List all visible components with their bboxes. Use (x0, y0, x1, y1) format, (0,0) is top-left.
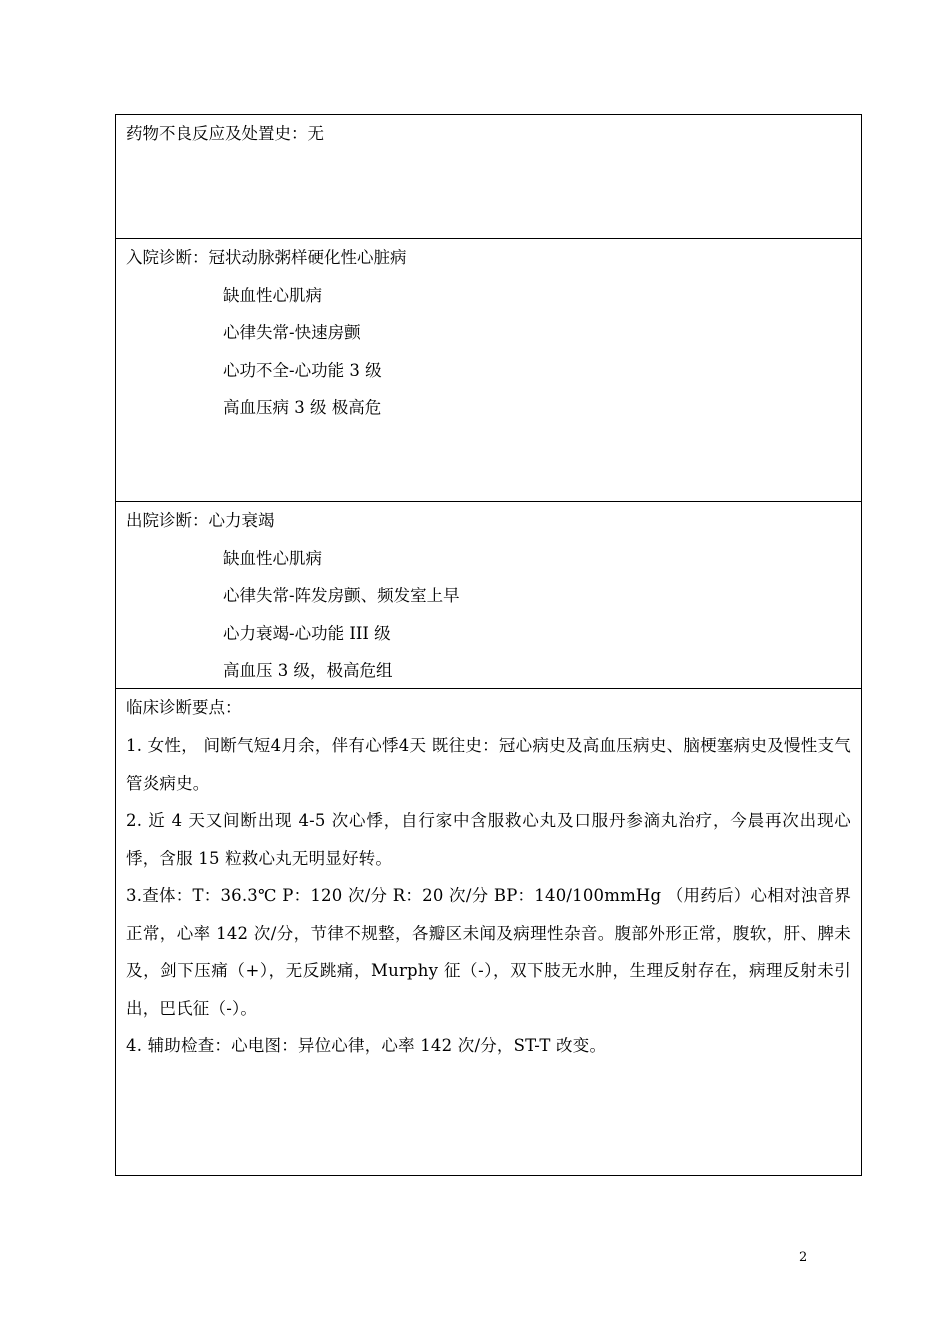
medical-record-table (115, 114, 862, 1176)
discharge-diagnosis-item: 缺血性心肌病 (223, 548, 322, 568)
discharge-diagnosis-label: 出院诊断： (126, 511, 209, 530)
admission-diagnosis-item: 缺血性心肌病 (223, 285, 322, 305)
clinical-points-title: 临床诊断要点： (126, 698, 242, 717)
discharge-diagnosis-section (116, 502, 861, 689)
discharge-diagnosis-first-line (126, 508, 851, 546)
admission-diagnosis-item: 高血压病 3 级 极高危 (223, 398, 382, 417)
discharge-diagnosis-item: 心力衰竭 (208, 511, 275, 530)
admission-diagnosis-section (116, 239, 861, 502)
clinical-point-symptoms: 2. 近 4 天又间断出现 4-5 次心悸，自行家中含服救心丸及口服丹参滴丸治疗，今晨再次出现心悸，含服 15 粒救心丸无明显好转。 (126, 811, 851, 868)
admission-diagnosis-item: 心律失常-快速房颤 (223, 323, 361, 342)
discharge-diagnosis-item: 高血压 3 级，极高危组 (223, 661, 393, 680)
adverse-reaction-text: 药物不良反应及处置史：无 (126, 124, 324, 143)
clinical-point-history: 1. 女性， 间断气短4月余，伴有心悸4天 既往史：冠心病史及高血压病史、脑梗塞病史及慢性支气管炎病史。 (126, 736, 851, 793)
clinical-point-ecg: 4. 辅助检查：心电图：异位心律，心率 142 次/分，ST-T 改变。 (126, 1036, 607, 1055)
adverse-reaction-section (116, 115, 861, 239)
admission-diagnosis-first-line (126, 245, 851, 283)
clinical-points-section (116, 689, 861, 1175)
admission-diagnosis-label: 入院诊断： (126, 248, 209, 267)
page-number: 2 (799, 1250, 808, 1265)
discharge-diagnosis-item: 心力衰竭-心功能 III 级 (223, 623, 391, 643)
discharge-diagnosis-item: 心律失常-阵发房颤、频发室上早 (223, 586, 460, 605)
admission-diagnosis-item: 心功不全-心功能 3 级 (223, 360, 382, 380)
clinical-point-exam: 3.查体：T：36.3℃ P：120 次/分 R：20 次/分 BP：140/100mmHg （用药后）心相对浊音界正常，心率 142 次/分，节律不规整，各瓣区未闻及病理性杂音。腹部外形正常，腹软，肝、脾未及，剑下压痛（+），无反跳痛，Murphy 征（-），双下肢无水肿，生理反射存在，病理反射未引出，巴氏征（-）。 (126, 886, 851, 1018)
admission-diagnosis-item: 冠状动脉粥样硬化性心脏病 (208, 248, 407, 267)
